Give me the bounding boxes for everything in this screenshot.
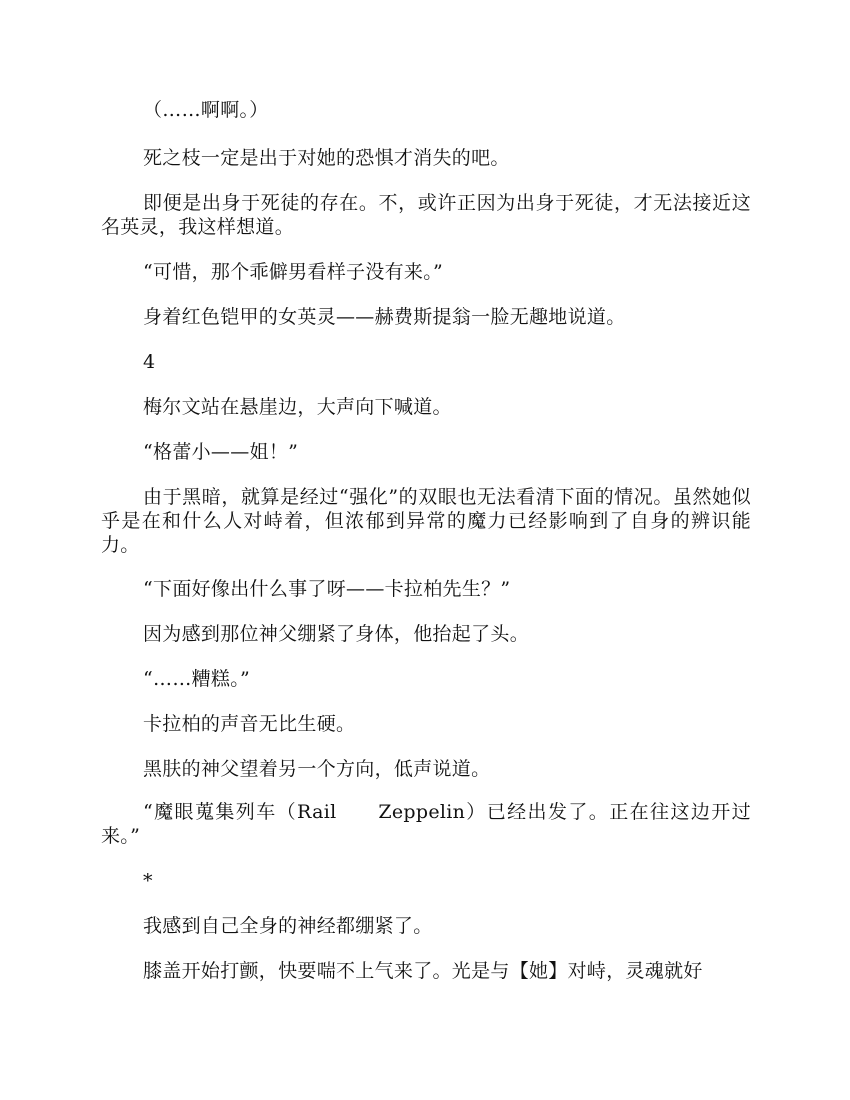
paragraph-12: “……糟糕。”	[143, 668, 251, 690]
paragraph-18: 膝盖开始打颤，快要喘不上气来了。光是与【她】对峙，灵魂就好	[143, 960, 703, 982]
paragraph-7: 梅尔文站在悬崖边，大声向下喊道。	[143, 396, 452, 418]
paragraph-11: 因为感到那位神父绷紧了身体，他抬起了头。	[143, 623, 530, 645]
paragraph-14: 黑肤的神父望着另一个方向，低声说道。	[143, 758, 491, 780]
paragraph-10: “下面好像出什么事了呀——卡拉柏先生？”	[143, 578, 511, 600]
paragraph-16: *	[143, 870, 153, 892]
paragraph-4: “可惜，那个乖僻男看样子没有来。”	[143, 261, 444, 283]
paragraph-8: “格蕾小——姐！”	[143, 441, 299, 463]
paragraph-2: 死之枝一定是出于对她的恐惧才消失的吧。	[143, 147, 510, 169]
paragraph-5: 身着红色铠甲的女英灵——赫费斯提翁一脸无趣地说道。	[143, 306, 626, 328]
paragraph-3: 即便是出身于死徒的存在。不，或许正因为出身于死徒，才无法接近这名英灵，我这样想道。	[101, 192, 751, 238]
paragraph-15: “魔眼蒐集列车（Rail Zeppelin）已经出发了。正在往这边开过来。”	[101, 801, 751, 847]
paragraph-9: 由于黑暗，就算是经过“强化”的双眼也无法看清下面的情况。虽然她似乎是在和什么人对峙着，但浓郁到异常的魔力已经影响到了自身的辨识能力。	[101, 486, 751, 556]
paragraph-17: 我感到自己全身的神经都绷紧了。	[143, 915, 433, 937]
paragraph-6: 4	[143, 351, 156, 373]
paragraph-13: 卡拉柏的声音无比生硬。	[143, 713, 356, 735]
paragraph-1: （……啊啊。）	[143, 99, 269, 121]
